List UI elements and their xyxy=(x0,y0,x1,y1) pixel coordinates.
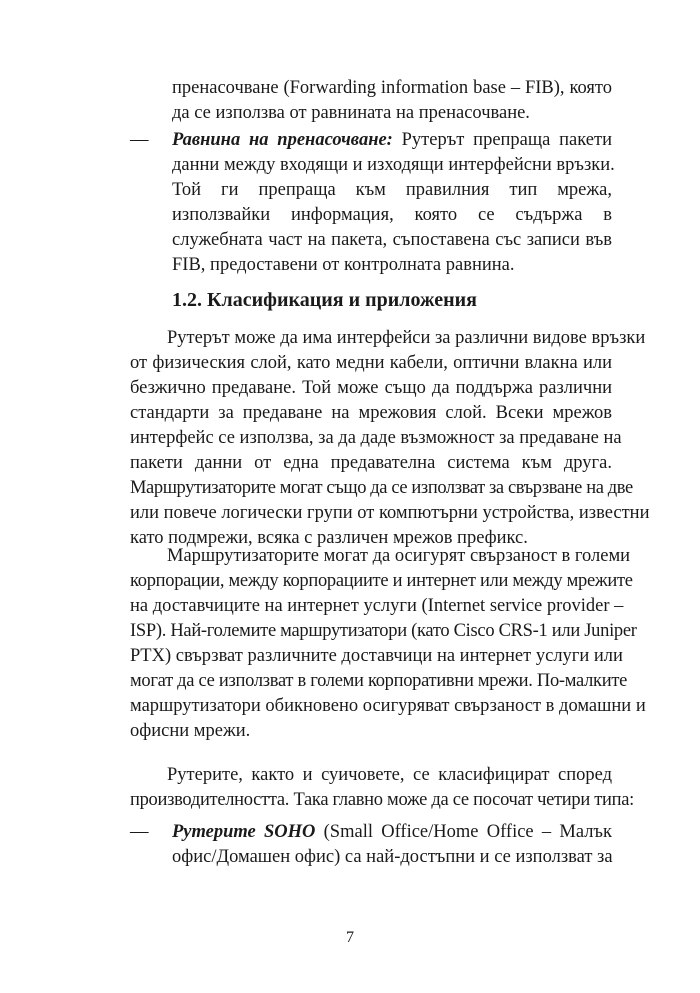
text-line: корпорации, между корпорациите и интернет или между мрежите xyxy=(130,571,633,591)
section-heading: 1.2. Класификация и приложения xyxy=(172,289,477,311)
text-line: могат да се използват в големи корпоративни мрежи. По-малките xyxy=(130,671,628,691)
text-line: на доставчиците на интернет услуги (Internet service provider – xyxy=(130,596,624,616)
text-line: производителността. Така главно може да се посочат четири типа: xyxy=(130,790,634,810)
text-line: PTX) свързват различните доставчици на интернет услуги или xyxy=(130,646,623,666)
list-dash: — xyxy=(130,822,149,842)
text-line: или повече логически групи от компютърни устройства, известни xyxy=(130,503,650,523)
list-dash: — xyxy=(130,130,149,150)
term-forwarding-plane: Равнина на пренасочване: xyxy=(172,130,393,150)
text-line: от физическия слой, като медни кабели, оптични влакна или xyxy=(130,353,612,373)
list-item-forwarding-plane xyxy=(172,128,615,278)
paragraph-classification xyxy=(130,326,650,551)
text-line: офис/Домашен офис) са най-достъпни и се използват за xyxy=(172,847,613,867)
text-line: пакети данни от една предавателна система към друга. xyxy=(130,453,612,473)
text-line: като подмрежи, всяка с различен мрежов префикс. xyxy=(130,528,528,548)
page-number: 7 xyxy=(346,929,354,946)
term-soho: Рутерите SOHO xyxy=(172,822,316,842)
text-line: данни между входящи и изходящи интерфейсни връзки. xyxy=(172,155,615,175)
list-item-continuation xyxy=(172,76,612,126)
text-line: офисни мрежи. xyxy=(130,721,251,741)
text-line: Рутерите, както и суичовете, се класифицират според xyxy=(167,765,612,785)
text-line: служебната част на пакета, съпоставена със записи във xyxy=(172,230,612,250)
text-line: стандарти за предаване на мрежовия слой. Всеки мрежов xyxy=(130,403,612,423)
text-line: да се използва от равнината на пренасочване. xyxy=(172,103,530,123)
text-line: Той ги препраща към правилния тип мрежа, xyxy=(172,180,612,200)
paragraph-connectivity xyxy=(130,544,646,744)
text-line: Равнина на пренасочване: Рутерът препраща пакети xyxy=(172,130,612,150)
text-line: пренасочване (Forwarding information base – FIB), която xyxy=(172,78,612,98)
paragraph-router-types xyxy=(130,763,634,813)
text-line: използвайки информация, която се съдържа в xyxy=(172,205,612,225)
text-line: безжично предаване. Той може също да поддържа различни xyxy=(130,378,612,398)
list-item-soho xyxy=(172,820,612,870)
text-line: Маршрутизаторите могат да осигурят свързаност в големи xyxy=(167,546,631,566)
text-line: Рутерите SOHO (Small Office/Home Office – Малък xyxy=(172,822,612,842)
text-line: ISP). Най-големите маршрутизатори (като Cisco CRS-1 или Juniper xyxy=(130,621,637,641)
text-line: FIB, предоставени от контролната равнина. xyxy=(172,255,515,275)
text-line: Рутерът може да има интерфейси за различни видове връзки xyxy=(167,328,646,348)
text-line: интерфейс се използва, за да даде възможност за предаване на xyxy=(130,428,622,448)
text-line: маршрутизатори обикновено осигуряват свързаност в домашни и xyxy=(130,696,646,716)
text-line: Маршрутизаторите могат също да се използват за свързване на две xyxy=(130,478,633,498)
